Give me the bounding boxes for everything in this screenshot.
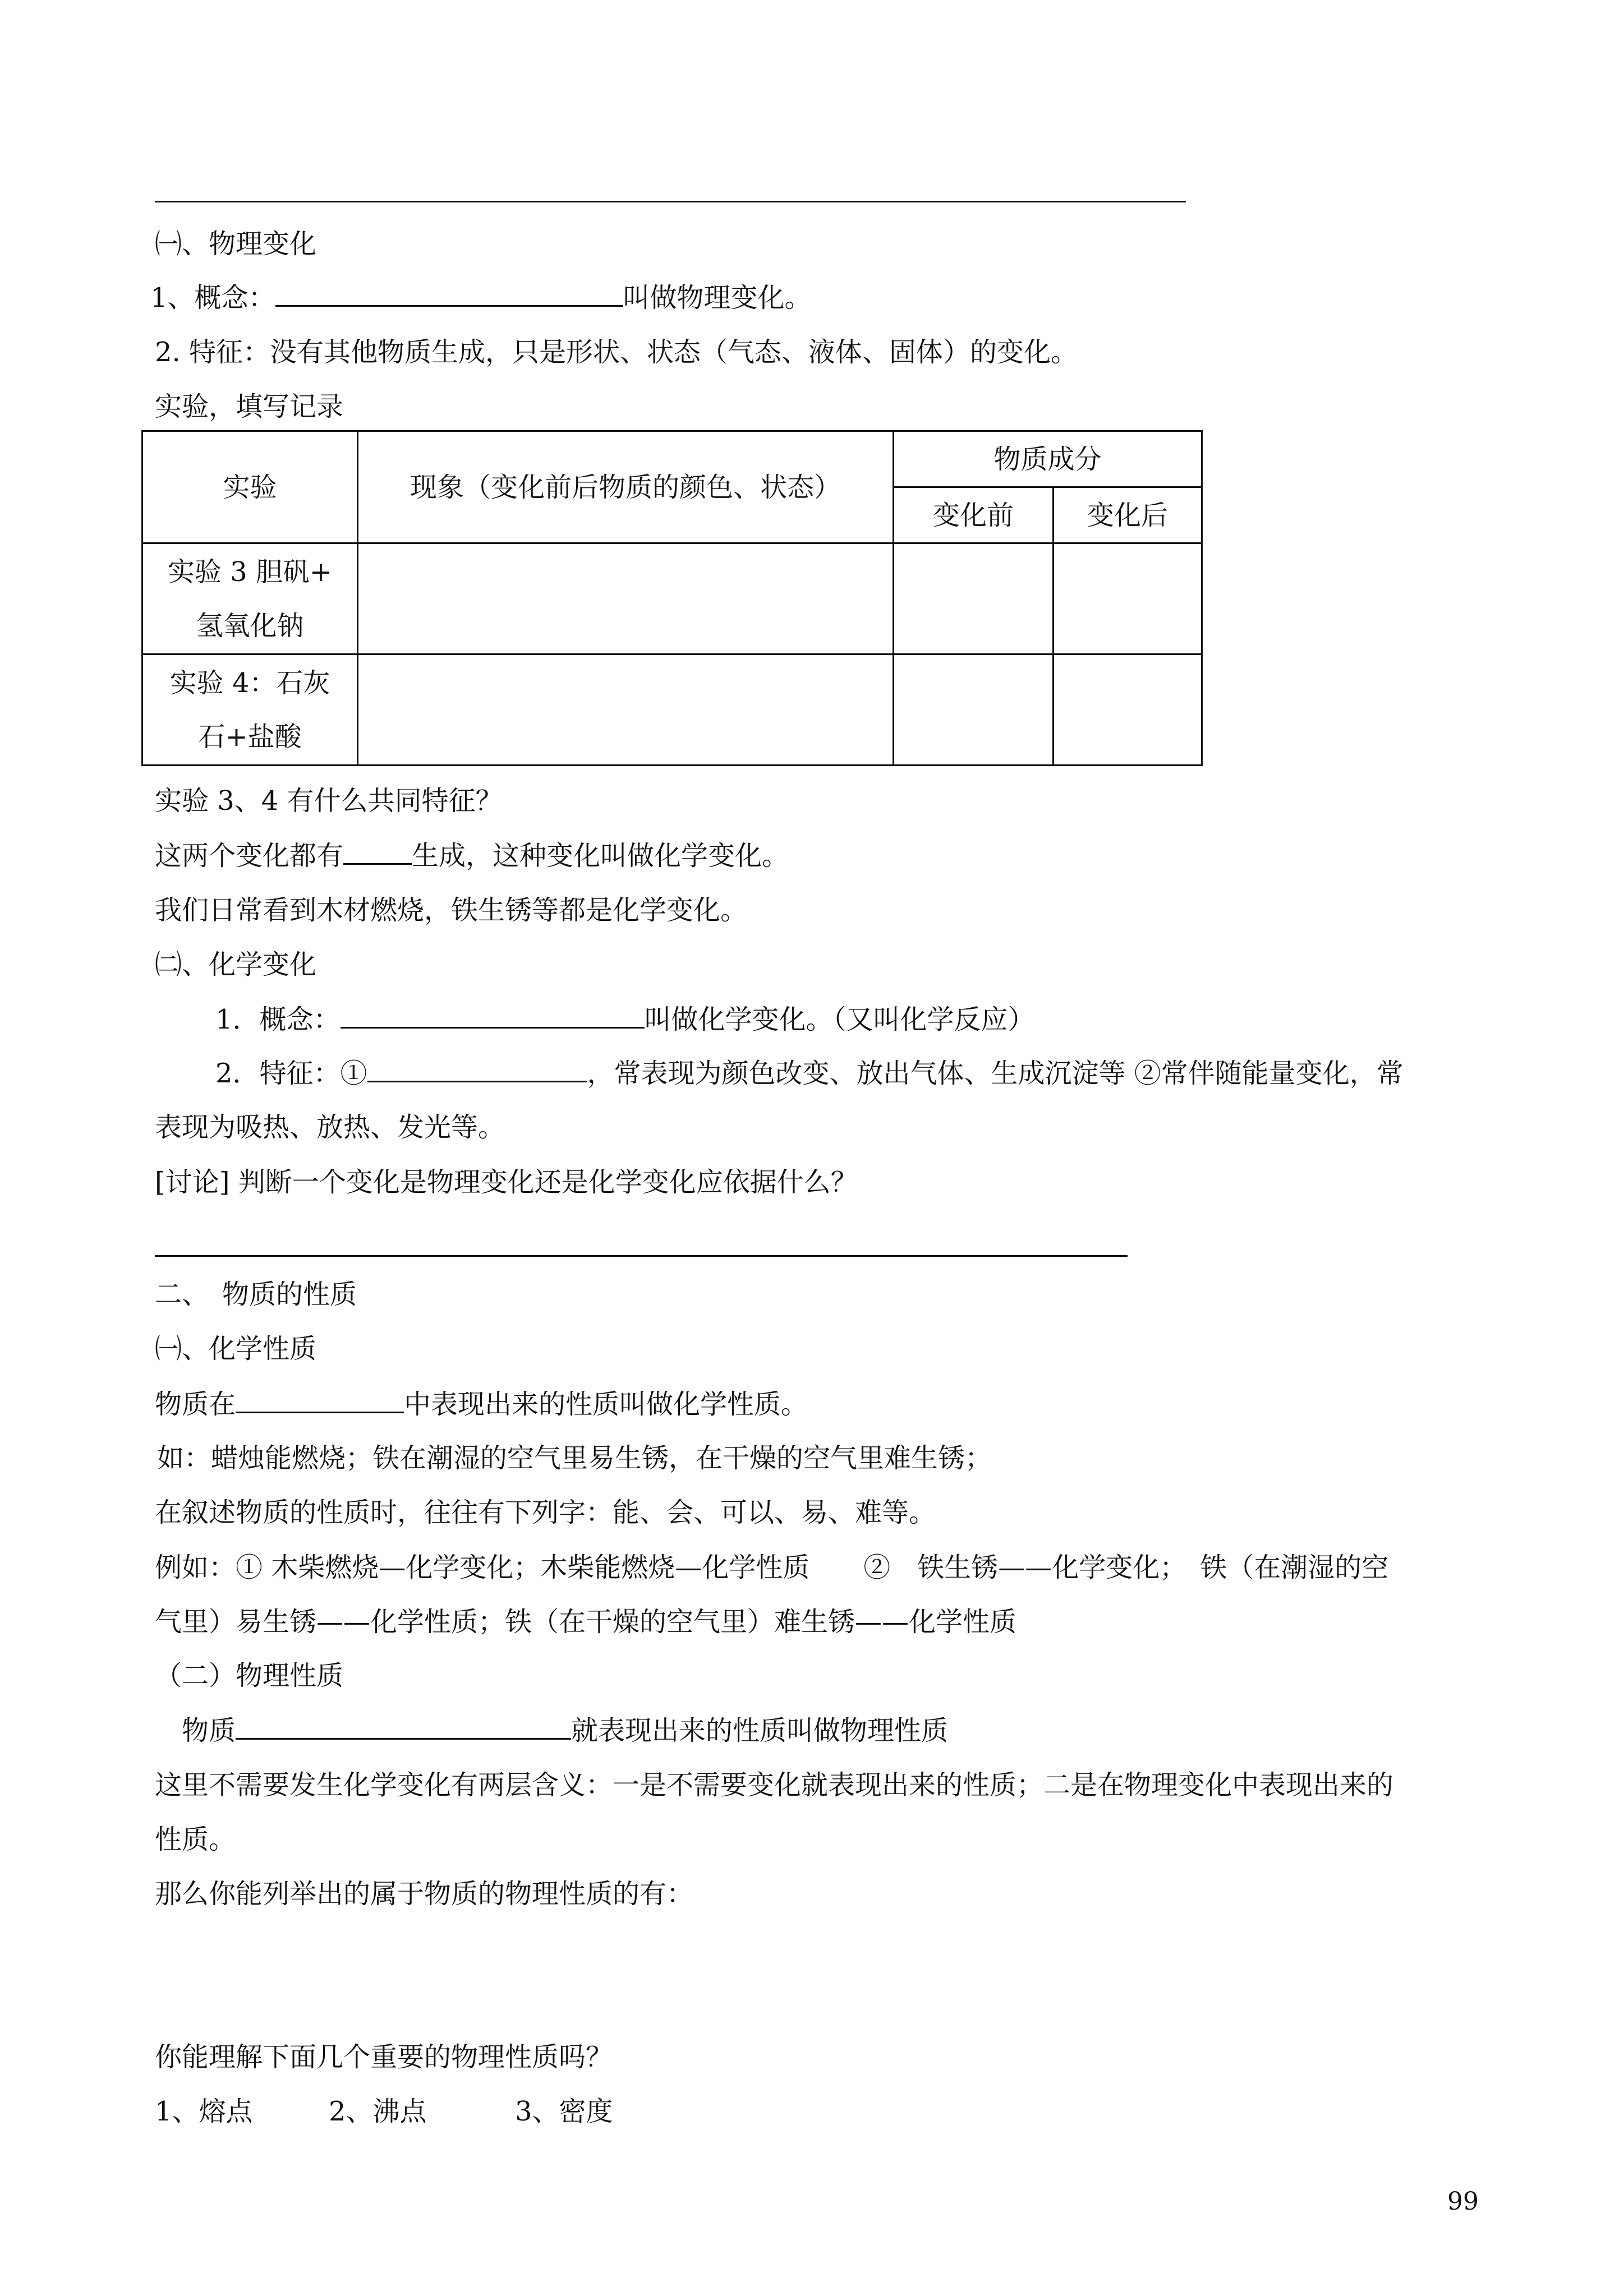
after-cell[interactable]: [1053, 654, 1202, 766]
chem-def-suffix: 中表现出来的性质叫做化学性质。: [404, 1389, 808, 1420]
header-after: 变化后: [1053, 487, 1202, 543]
chem-concept-prefix: 1．概念：: [215, 1004, 341, 1035]
feature-line: 2. 特征：没有其他物质生成，只是形状、状态（气态、液体、固体）的变化。: [155, 336, 1078, 368]
answer-suffix: 生成，这种变化叫做化学变化。: [412, 840, 789, 872]
discussion-question: [讨论] 判断一个变化是物理变化还是化学变化应依据什么？: [155, 1167, 858, 1198]
physical-property-density: 3、密度: [515, 2096, 613, 2127]
phys-def-blank[interactable]: [236, 1713, 571, 1740]
common-feature-question: 实验 3、4 有什么共同特征？: [155, 785, 503, 817]
answer-blank[interactable]: [343, 838, 412, 865]
page-number: 99: [1447, 2187, 1479, 2216]
header-phenomenon: 现象（变化前后物质的颜色、状态）: [358, 431, 894, 543]
header-before: 变化前: [894, 487, 1053, 543]
physical-property-boiling-point: 2、沸点: [329, 2096, 427, 2127]
section-heading-chemical-change: ㈡、化学变化: [155, 949, 317, 980]
concept-prefix: 1、概念：: [150, 282, 275, 313]
concept-blank[interactable]: [275, 280, 623, 307]
experiment-intro: 实验，填写记录: [155, 391, 344, 422]
chem-concept-line: [215, 1002, 1035, 1036]
experiment-record-table: [141, 430, 1203, 766]
phys-def-prefix: 物质: [182, 1715, 236, 1746]
understand-question: 你能理解下面几个重要的物理性质吗？: [155, 2041, 613, 2073]
common-feature-answer: [155, 838, 789, 873]
before-cell[interactable]: [894, 543, 1053, 654]
row-experiment-3: [142, 543, 358, 654]
header-experiment: 实验: [142, 431, 358, 543]
row-experiment-4-line2: 石+盐酸: [198, 721, 302, 753]
chem-feature-continued: 表现为吸热、放热、发光等。: [155, 1112, 505, 1143]
chem-feature-prefix: 2．特征：①: [215, 1058, 367, 1089]
physical-property-heading: （二）物理性质: [155, 1660, 344, 1691]
concept-line: [150, 280, 812, 315]
chem-feature-blank[interactable]: [367, 1056, 587, 1082]
chem-feature-suffix: ，常表现为颜色改变、放出气体、生成沉淀等 ②常伴随能量变化，常: [587, 1058, 1404, 1089]
phenomenon-cell[interactable]: [358, 654, 894, 766]
phys-list-question: 那么你能列举出的属于物质的物理性质的有：: [155, 1878, 694, 1910]
phys-def-suffix: 就表现出来的性质叫做物理性质: [571, 1715, 949, 1746]
part-two-heading: 二、 物质的性质: [155, 1279, 357, 1310]
row-experiment-3-line2: 氢氧化钠: [196, 610, 304, 642]
chem-property-eg-line1: 例如：① 木柴燃烧—化学变化；木柴能燃烧—化学性质 ② 铁生锈——化学变化； 铁（在潮湿的空: [155, 1552, 1389, 1583]
phys-meaning-line1: 这里不需要发生化学变化有两层含义：一是不需要变化就表现出来的性质；二是在物理变化中表现出来的: [155, 1769, 1394, 1801]
physical-property-melting-point: 1、熔点: [155, 2096, 253, 2127]
row-experiment-4: [142, 654, 358, 766]
phys-property-definition: [182, 1713, 948, 1748]
concept-suffix: 叫做物理变化。: [623, 282, 812, 313]
daily-examples: 我们日常看到木材燃烧，铁生锈等都是化学变化。: [155, 895, 748, 926]
chem-property-definition: [155, 1387, 808, 1421]
section-heading-physical-change: ㈠、物理变化: [155, 228, 317, 260]
chem-def-prefix: 物质在: [155, 1389, 236, 1420]
table-row: [142, 543, 1202, 654]
chemical-property-heading: ㈠、化学性质: [155, 1333, 317, 1364]
top-answer-line: [155, 201, 1186, 202]
row-experiment-3-line1: 实验 3 胆矾+: [167, 556, 333, 588]
row-experiment-4-line1: 实验 4：石灰: [169, 667, 330, 699]
header-composition: 物质成分: [894, 431, 1202, 487]
phys-meaning-line2: 性质。: [155, 1824, 236, 1855]
chem-def-blank[interactable]: [236, 1387, 404, 1413]
chem-property-eg-line2: 气里）易生锈——化学性质；铁（在干燥的空气里）难生锈——化学性质: [155, 1606, 1017, 1638]
chem-concept-suffix: 叫做化学变化。（又叫化学反应）: [644, 1004, 1035, 1035]
chem-property-keywords: 在叙述物质的性质时，往往有下列字：能、会、可以、易、难等。: [155, 1497, 936, 1528]
answer-prefix: 这两个变化都有: [155, 840, 344, 872]
table-row: [142, 654, 1202, 766]
chem-property-example: 如：蜡烛能燃烧；铁在潮湿的空气里易生锈，在干燥的空气里难生锈；: [157, 1442, 992, 1474]
before-cell[interactable]: [894, 654, 1053, 766]
chem-feature-line: [215, 1056, 1404, 1090]
discussion-answer-line[interactable]: [155, 1255, 1128, 1257]
phenomenon-cell[interactable]: [358, 543, 894, 654]
chem-concept-blank[interactable]: [341, 1002, 645, 1029]
after-cell[interactable]: [1053, 543, 1202, 654]
